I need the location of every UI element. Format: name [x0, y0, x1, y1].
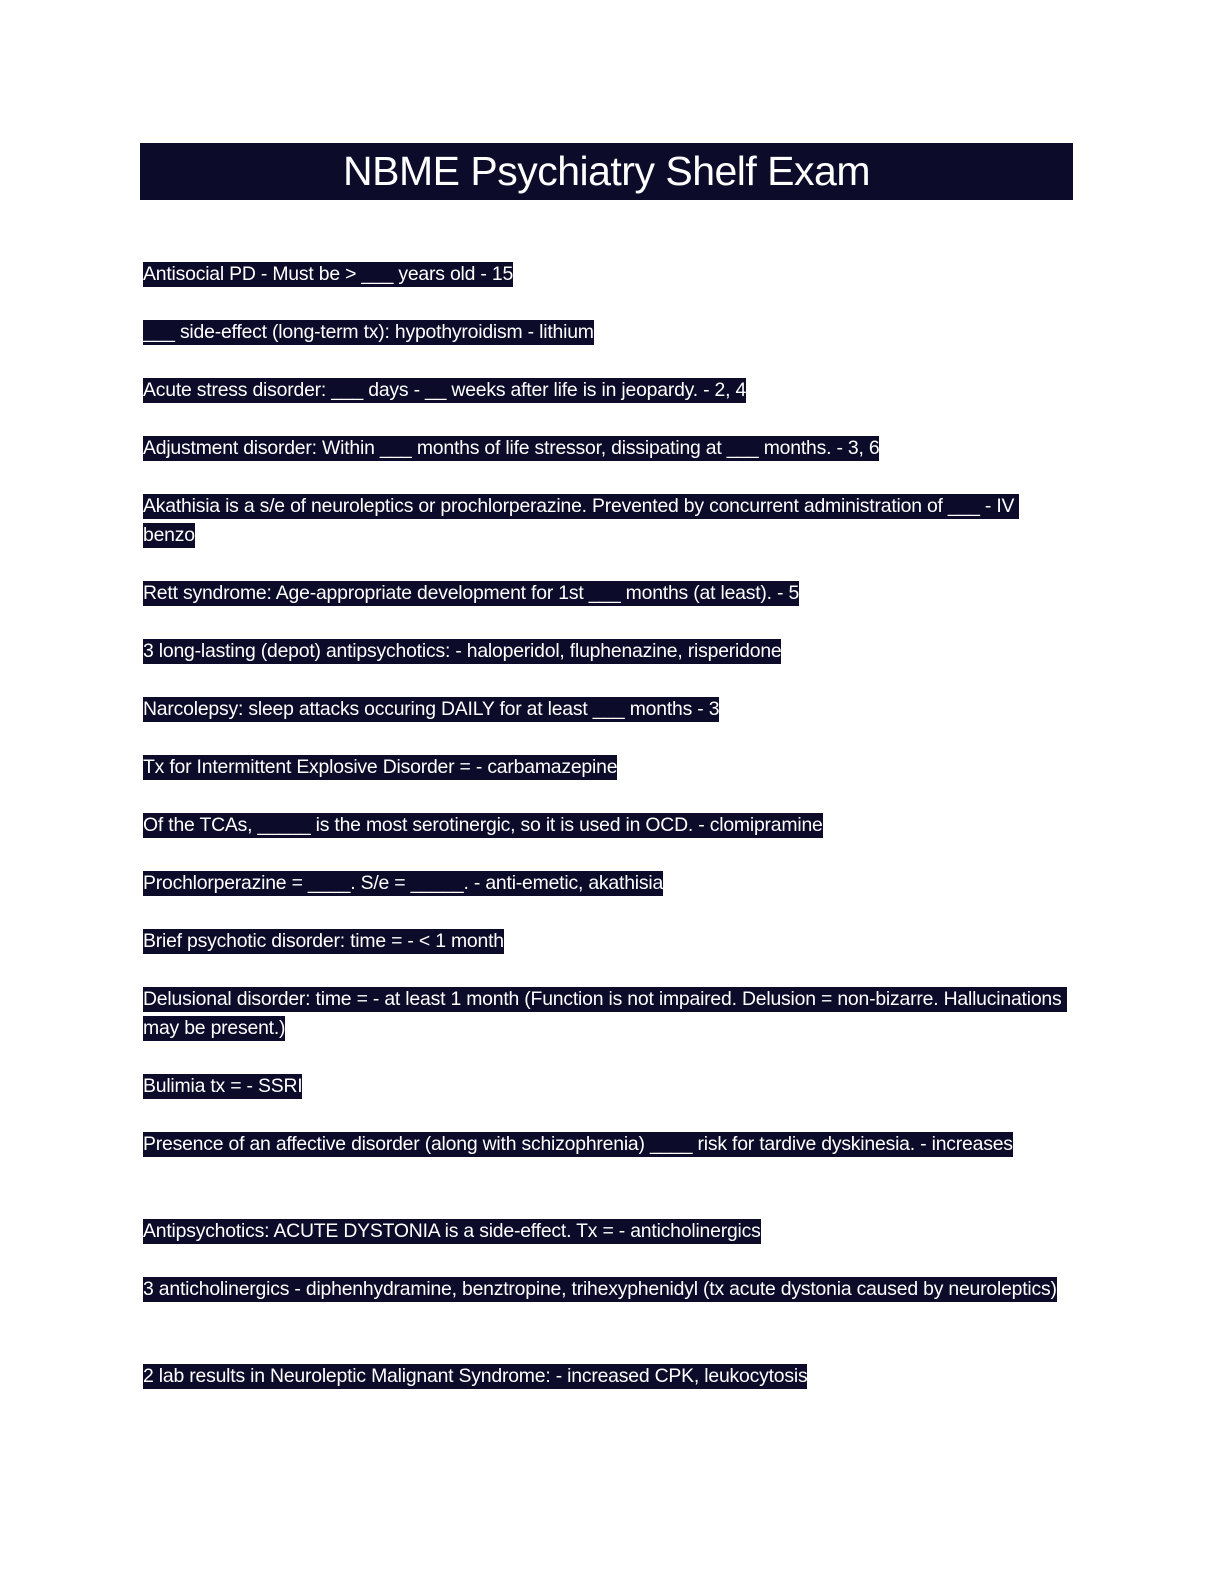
flashcard-text: 3 long-lasting (depot) antipsychotics: - haloperidol, fluphenazine, risperidone — [143, 640, 782, 662]
flashcard-text: Rett syndrome: Age-appropriate development for 1st ___ months (at least). - 5 — [143, 582, 800, 604]
flashcard-text: Delusional disorder: time = - at least 1 month (Function is not impaired. Delusion = non-bizarre. Hallucinations may be present.) — [143, 988, 1067, 1039]
flashcard — [143, 318, 1068, 347]
flashcard — [143, 637, 1068, 666]
flashcard-text: Antisocial PD - Must be > ___ years old - 15 — [143, 263, 514, 285]
flashcard — [143, 1275, 1068, 1304]
flashcard-text: Bulimia tx = - SSRI — [143, 1075, 303, 1097]
flashcard — [143, 985, 1068, 1043]
flashcard-text: Of the TCAs, _____ is the most serotinergic, so it is used in OCD. - clomipramine — [143, 814, 823, 836]
flashcard — [143, 1362, 1068, 1391]
flashcard — [143, 376, 1068, 405]
title-banner — [140, 143, 1073, 200]
flashcard — [143, 1130, 1068, 1159]
flashcard — [143, 811, 1068, 840]
flashcard — [143, 492, 1068, 550]
flashcard-text: Brief psychotic disorder: time = - < 1 month — [143, 930, 504, 952]
flashcard-text: ___ side-effect (long-term tx): hypothyroidism - lithium — [143, 321, 594, 343]
flashcard — [143, 1217, 1068, 1246]
flashcard-text: Prochlorperazine = ____. S/e = _____. - anti-emetic, akathisia — [143, 872, 664, 894]
flashcard-text: Akathisia is a s/e of neuroleptics or prochlorperazine. Prevented by concurrent administration of ___ - IV benzo — [143, 495, 1020, 546]
flashcard — [143, 434, 1068, 463]
flashcard — [143, 869, 1068, 898]
flashcard-text: Tx for Intermittent Explosive Disorder = - carbamazepine — [143, 756, 618, 778]
flashcard — [143, 1072, 1068, 1101]
flashcard — [143, 579, 1068, 608]
flashcard — [143, 695, 1068, 724]
flashcard — [143, 260, 1068, 289]
flashcard-text: Narcolepsy: sleep attacks occuring DAILY for at least ___ months - 3 — [143, 698, 720, 720]
document-title: NBME Psychiatry Shelf Exam — [343, 148, 870, 194]
flashcard-text: Presence of an affective disorder (along with schizophrenia) ____ risk for tardive dyskinesia. - increases — [143, 1133, 1013, 1155]
flashcard-text: Antipsychotics: ACUTE DYSTONIA is a side-effect. Tx = - anticholinergics — [143, 1220, 761, 1242]
flashcard — [143, 927, 1068, 956]
flashcard — [143, 753, 1068, 782]
flashcard-text: 2 lab results in Neuroleptic Malignant Syndrome: - increased CPK, leukocytosis — [143, 1365, 808, 1387]
flashcard-text: 3 anticholinergics - diphenhydramine, benztropine, trihexyphenidyl (tx acute dystonia caused by neuroleptics) — [143, 1278, 1057, 1300]
flashcard-text: Acute stress disorder: ___ days - __ weeks after life is in jeopardy. - 2, 4 — [143, 379, 747, 401]
flashcard-text: Adjustment disorder: Within ___ months of life stressor, dissipating at ___ months. - 3, 6 — [143, 437, 880, 459]
